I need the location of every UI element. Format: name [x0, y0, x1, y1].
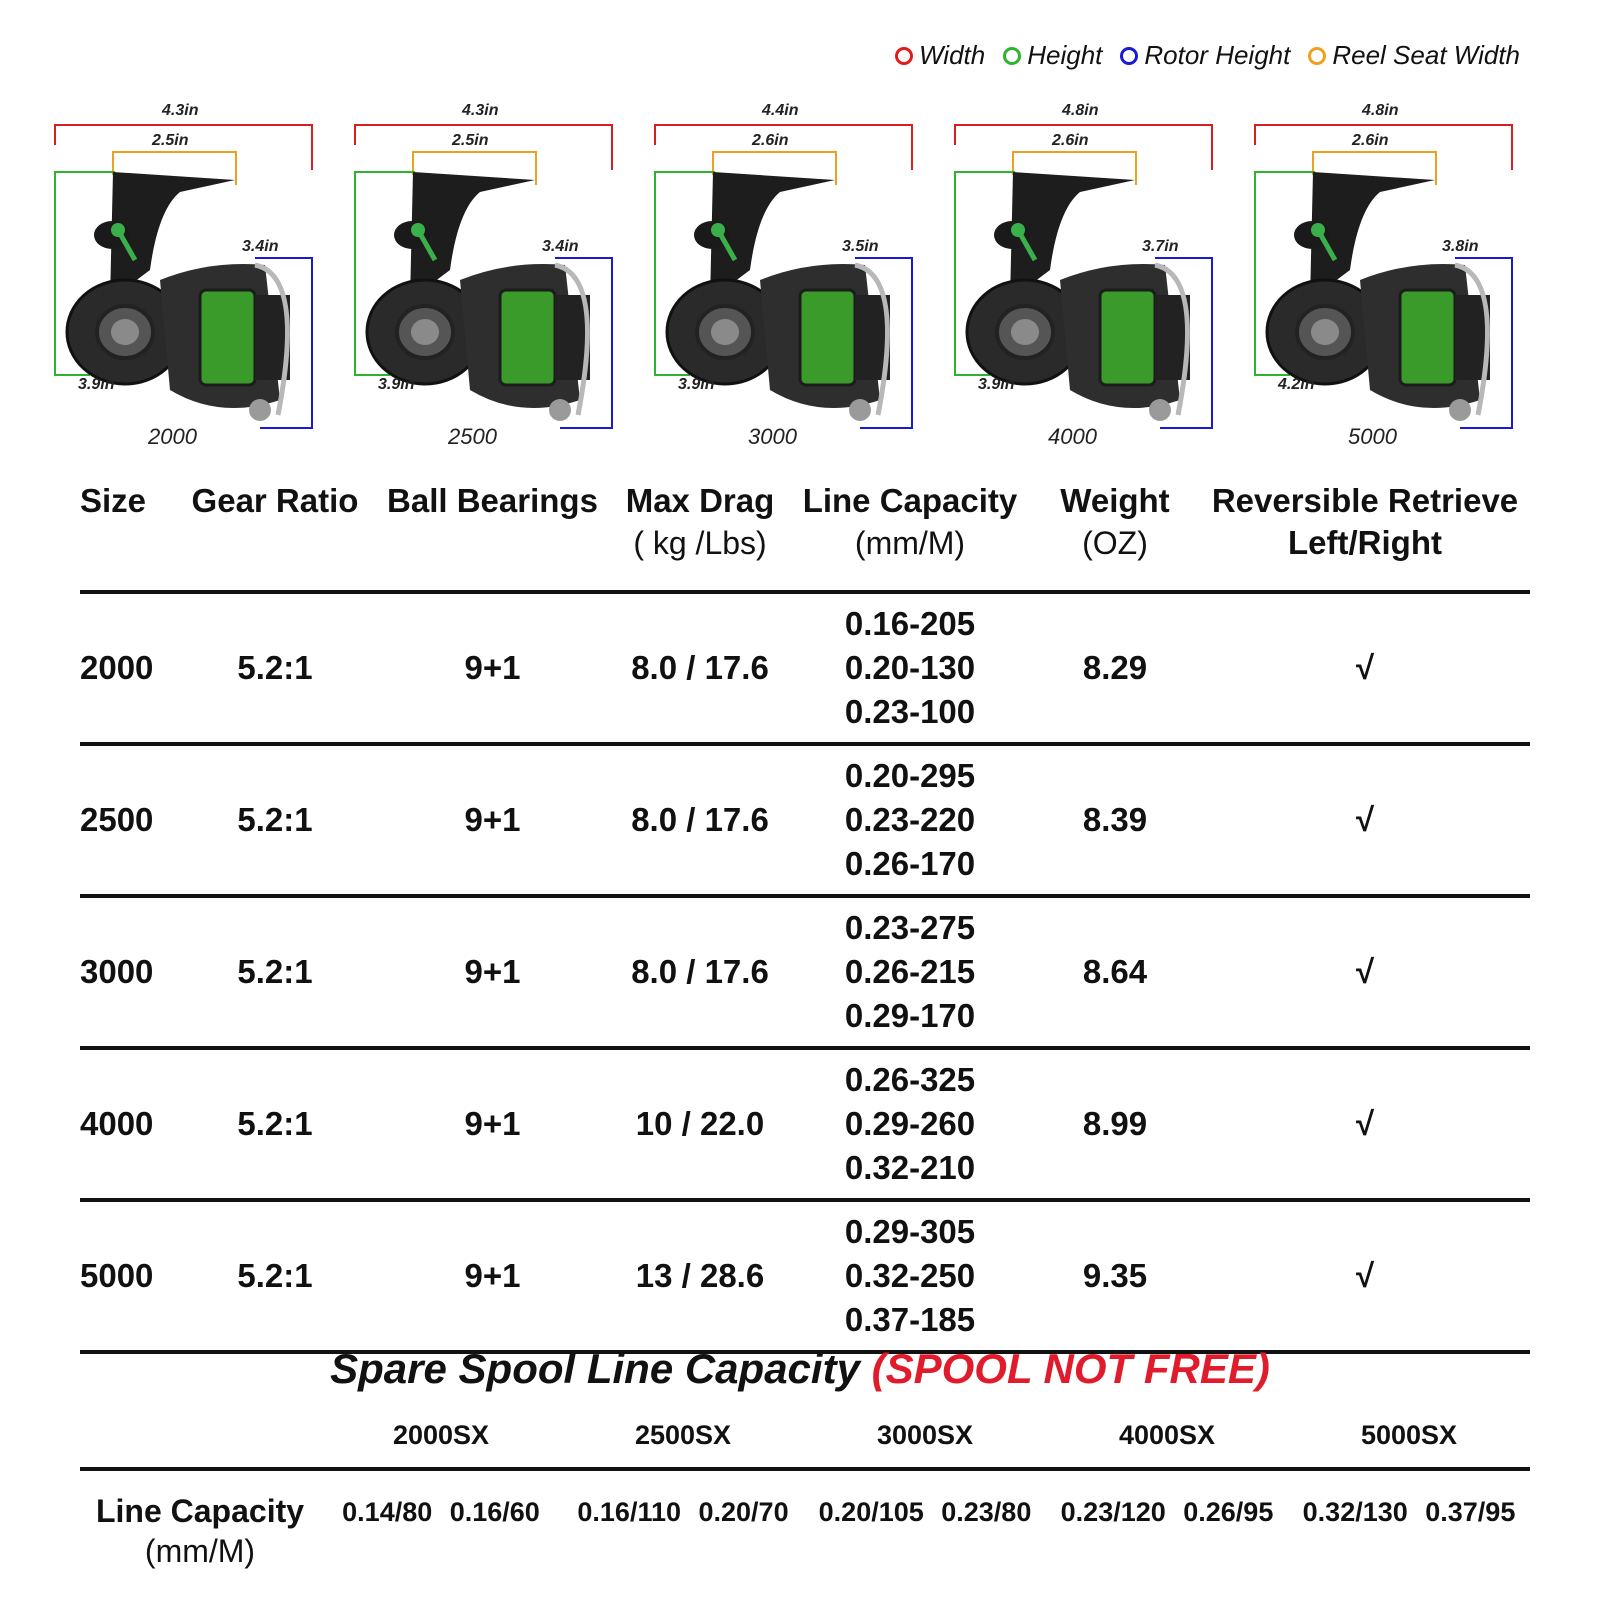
reel-seat-dimension: 2.5in [452, 132, 489, 149]
header-line-capacity-unit: (mm/M) [854, 525, 966, 561]
cell-max-drag: 13 / 28.6 [635, 1257, 765, 1294]
checkmark-icon: √ [1355, 1257, 1375, 1294]
reel-seat-dimension: 2.6in [1352, 132, 1389, 149]
table-row [80, 1050, 1530, 1202]
cell-weight: 8.39 [1082, 801, 1148, 838]
legend-item-height [1003, 40, 1102, 71]
spare-capacity-value: 0.14/80 0.16/60 [342, 1497, 540, 1527]
cell-gear-ratio: 5.2:1 [237, 953, 313, 990]
cell-size: 2000 [80, 649, 154, 686]
height-dimension: 4.2in [1278, 376, 1315, 393]
capacity-value: 0.29-305 [844, 1213, 976, 1250]
spare-capacity-value: 0.20/105 0.23/80 [818, 1497, 1032, 1527]
cell-gear-ratio: 5.2:1 [237, 649, 313, 686]
checkmark-icon: √ [1355, 1105, 1375, 1142]
rotor-height-dimension: 3.7in [1142, 238, 1179, 255]
header-weight-label: Weight [1060, 482, 1170, 519]
cell-line-capacity [790, 602, 1030, 734]
cell-weight: 8.64 [1082, 953, 1148, 990]
reel-seat-dimension: 2.5in [152, 132, 189, 149]
header-ball-bearings: Ball Bearings [387, 482, 598, 519]
capacity-value: 0.26-170 [844, 845, 976, 882]
spare-row-label [80, 1471, 320, 1581]
checkmark-icon: √ [1355, 801, 1375, 838]
reel-figure [50, 100, 330, 465]
spare-title-text: Spare Spool Line Capacity [330, 1345, 860, 1392]
capacity-value: 0.32-250 [844, 1257, 976, 1294]
header-line-capacity-label: Line Capacity [802, 482, 1018, 519]
rotor-height-dimension: 3.5in [842, 238, 879, 255]
spare-model-name: 2500SX [634, 1420, 732, 1450]
cell-max-drag: 8.0 / 17.6 [631, 801, 769, 838]
capacity-value: 0.32-210 [844, 1149, 976, 1186]
cell-size: 2500 [80, 801, 154, 838]
cell-line-capacity [790, 1058, 1030, 1190]
cell-ball-bearings: 9+1 [464, 1257, 521, 1294]
height-dimension: 3.9in [978, 376, 1015, 393]
height-dimension: 3.9in [678, 376, 715, 393]
spare-capacity-value: 0.23/120 0.26/95 [1060, 1497, 1274, 1527]
spare-capacity-value: 0.16/110 0.20/70 [577, 1497, 789, 1527]
capacity-value: 0.16-205 [844, 605, 976, 642]
width-dimension: 4.8in [1362, 102, 1399, 119]
header-left-right-label: Left/Right [1288, 524, 1442, 561]
table-row [80, 594, 1530, 746]
checkmark-icon: √ [1355, 953, 1375, 990]
legend-label: Rotor Height [1144, 40, 1291, 70]
spare-capacity-value: 0.32/130 0.37/95 [1302, 1497, 1516, 1527]
header-max-drag [610, 480, 790, 590]
header-max-drag-unit: ( kg /Lbs) [633, 525, 767, 561]
header-reversible-retrieve [1200, 480, 1530, 590]
red-circle-icon [895, 47, 913, 65]
cell-max-drag: 8.0 / 17.6 [631, 649, 769, 686]
table-row [80, 746, 1530, 898]
spinning-reel-icon [950, 100, 1230, 465]
cell-weight: 8.29 [1082, 649, 1148, 686]
capacity-value: 0.20-295 [844, 757, 976, 794]
spare-model-name: 2000SX [392, 1420, 490, 1450]
height-dimension: 3.9in [78, 376, 115, 393]
header-gear-ratio: Gear Ratio [191, 482, 359, 519]
reel-figure [950, 100, 1230, 465]
legend-label: Reel Seat Width [1332, 40, 1520, 70]
spinning-reel-icon [350, 100, 630, 465]
spare-title-warning: (SPOOL NOT FREE) [871, 1345, 1270, 1392]
height-dimension: 3.9in [378, 376, 415, 393]
header-reversible-label: Reversible Retrieve [1211, 482, 1519, 519]
capacity-value: 0.23-100 [844, 693, 976, 730]
table-row [80, 898, 1530, 1050]
checkmark-icon: √ [1355, 649, 1375, 686]
header-weight-unit: (OZ) [1082, 525, 1148, 561]
width-dimension: 4.3in [462, 102, 499, 119]
cell-weight: 8.99 [1082, 1105, 1148, 1142]
reel-size-label: 2500 [448, 424, 497, 449]
spinning-reel-icon [650, 100, 930, 465]
cell-size: 4000 [80, 1105, 154, 1142]
cell-gear-ratio: 5.2:1 [237, 801, 313, 838]
spare-label-text: Line Capacity [95, 1493, 305, 1529]
spare-table-header [80, 1412, 1530, 1471]
width-dimension: 4.8in [1062, 102, 1099, 119]
reel-size-label: 4000 [1048, 424, 1097, 449]
cell-ball-bearings: 9+1 [464, 649, 521, 686]
green-circle-icon [1003, 47, 1021, 65]
capacity-value: 0.23-275 [844, 909, 976, 946]
reel-figure [350, 100, 630, 465]
cell-gear-ratio: 5.2:1 [237, 1257, 313, 1294]
legend [895, 40, 1520, 71]
cell-weight: 9.35 [1082, 1257, 1148, 1294]
rotor-height-dimension: 3.4in [542, 238, 579, 255]
header-weight [1030, 480, 1200, 590]
legend-label: Height [1027, 40, 1103, 70]
spare-spool-title [0, 1345, 1600, 1393]
blue-circle-icon [1120, 47, 1138, 65]
reel-seat-dimension: 2.6in [752, 132, 789, 149]
cell-size: 5000 [80, 1257, 154, 1294]
legend-item-rotor-height [1120, 40, 1290, 71]
cell-max-drag: 10 / 22.0 [635, 1105, 765, 1142]
header-line-capacity [790, 480, 1030, 590]
reel-figure [1250, 100, 1530, 465]
spare-label-unit: (mm/M) [144, 1533, 256, 1569]
cell-gear-ratio: 5.2:1 [237, 1105, 313, 1142]
cell-max-drag: 8.0 / 17.6 [631, 953, 769, 990]
header-max-drag-label: Max Drag [625, 482, 775, 519]
table-header [80, 480, 1530, 594]
capacity-value: 0.26-215 [844, 953, 976, 990]
width-dimension: 4.3in [162, 102, 199, 119]
reel-gallery [50, 100, 1570, 465]
table-row [80, 1202, 1530, 1354]
legend-item-width [895, 40, 985, 71]
cell-line-capacity [790, 906, 1030, 1038]
capacity-value: 0.23-220 [844, 801, 976, 838]
capacity-value: 0.37-185 [844, 1301, 976, 1338]
reel-size-label: 2000 [148, 424, 197, 449]
capacity-value: 0.29-170 [844, 997, 976, 1034]
reel-size-label: 5000 [1348, 424, 1397, 449]
cell-ball-bearings: 9+1 [464, 801, 521, 838]
spec-table [80, 480, 1530, 1354]
cell-ball-bearings: 9+1 [464, 1105, 521, 1142]
spare-model-name: 3000SX [876, 1420, 974, 1450]
reel-figure [650, 100, 930, 465]
cell-line-capacity [790, 1210, 1030, 1342]
reel-size-label: 3000 [748, 424, 797, 449]
spare-model-name: 4000SX [1118, 1420, 1216, 1450]
cell-size: 3000 [80, 953, 154, 990]
spinning-reel-icon [1250, 100, 1530, 465]
reel-seat-dimension: 2.6in [1052, 132, 1089, 149]
spare-model-name: 5000SX [1360, 1420, 1458, 1450]
spare-table-row [80, 1471, 1530, 1581]
legend-item-reel-seat-width [1308, 40, 1520, 71]
width-dimension: 4.4in [762, 102, 799, 119]
spinning-reel-icon [50, 100, 330, 465]
spare-spool-table [80, 1412, 1530, 1581]
capacity-value: 0.20-130 [844, 649, 976, 686]
orange-circle-icon [1308, 47, 1326, 65]
rotor-height-dimension: 3.8in [1442, 238, 1479, 255]
cell-line-capacity [790, 754, 1030, 886]
legend-label: Width [919, 40, 986, 70]
header-size: Size [80, 482, 147, 519]
spare-header-spacer [80, 1412, 320, 1467]
capacity-value: 0.29-260 [844, 1105, 976, 1142]
cell-ball-bearings: 9+1 [464, 953, 521, 990]
capacity-value: 0.26-325 [844, 1061, 976, 1098]
rotor-height-dimension: 3.4in [242, 238, 279, 255]
